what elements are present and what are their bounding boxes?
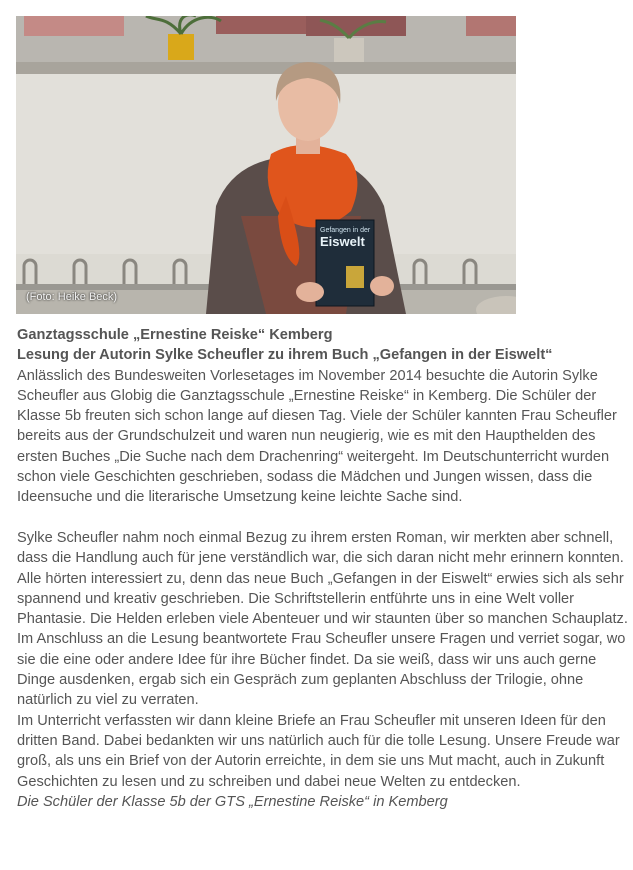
book-title-line-1: Gefangen in der [320,227,371,234]
article-heading-event: Lesung der Autorin Sylke Scheufler zu ihrem Buch „Gefangen in der Eiswelt“ [17,347,553,364]
author-photo-illustration [16,16,516,314]
book-title-line-2: Eiswelt [320,234,365,249]
article-photo [16,16,516,314]
article-signature: Die Schüler der Klasse 5b der GTS „Ernestine Reiske“ in Kemberg [17,793,448,810]
article-paragraph-3: Im Anschluss an die Lesung beantwortete Frau Scheufler unsere Fragen und verriet sogar, wo sie die eine oder andere Idee für ihre Bücher findet. Da sie weiß, dass wir uns auch gerne Dinge ausdenken, ergab sich ein Gespräch zum geplanten Abschluss der Trilogie, ohne natürlich zu viel zu verraten. [17,631,626,709]
article-paragraph-4: Im Unterricht verfassten wir dann kleine Briefe an Frau Scheufler mit unseren Ideen für den dritten Band. Dabei bedankten wir uns natürlich auch für die tolle Lesung. Unsere Freude war groß, als uns ein Brief von der Autorin erreichte, in dem sie uns Mut macht, auch in Zukunft Geschichten zu lesen und zu schreiben und dabei neue Welten zu entdecken. [17,712,620,790]
paragraph-spacer [17,508,629,528]
article-paragraph-1: Anlässlich des Bundesweiten Vorlesetages im November 2014 besuchte die Autorin Sylke Scheufler aus Globig die Ganztagsschule „Ernestine Reiske“ in Kemberg. Die Schüler der Klasse 5b freuten sich schon lange auf diesen Tag. Viele der Schüler kannten Frau Scheufler bereits aus der Grundschulzeit und waren nun neugierig, wie es mit den Haupthelden des ersten Buches „Die Suche nach dem Drachenring“ weitergeht. Im Deutschunterricht wurden schon viele Geschichten geschrieben, sodass die Mädchen und Jungen wissen, dass die Ideensuche und die literarische Umsetzung keine leichte Sache sind. [17,367,617,506]
article-paragraph-2: Sylke Scheufler nahm noch einmal Bezug zu ihrem ersten Roman, wir merkten aber schnell, dass die Handlung auch für jene verständlich war, die sich daran nicht mehr erinnern konnten. Alle hörten interessiert zu, denn das neue Buch „Gefangen in der Eiswelt“ erwies sich als sehr spannend und kreativ geschrieben. Die Schriftstellerin entführte uns in eine Welt voller Phantasie. Die Helden erleben viele Abenteuer und wir staunten über so manchen Schauplatz. [17,529,628,628]
article-body [17,325,629,812]
photo-credit: (Foto: Heike Beck) [26,291,118,303]
article-heading-school: Ganztagsschule „Ernestine Reiske“ Kemberg [17,327,333,343]
